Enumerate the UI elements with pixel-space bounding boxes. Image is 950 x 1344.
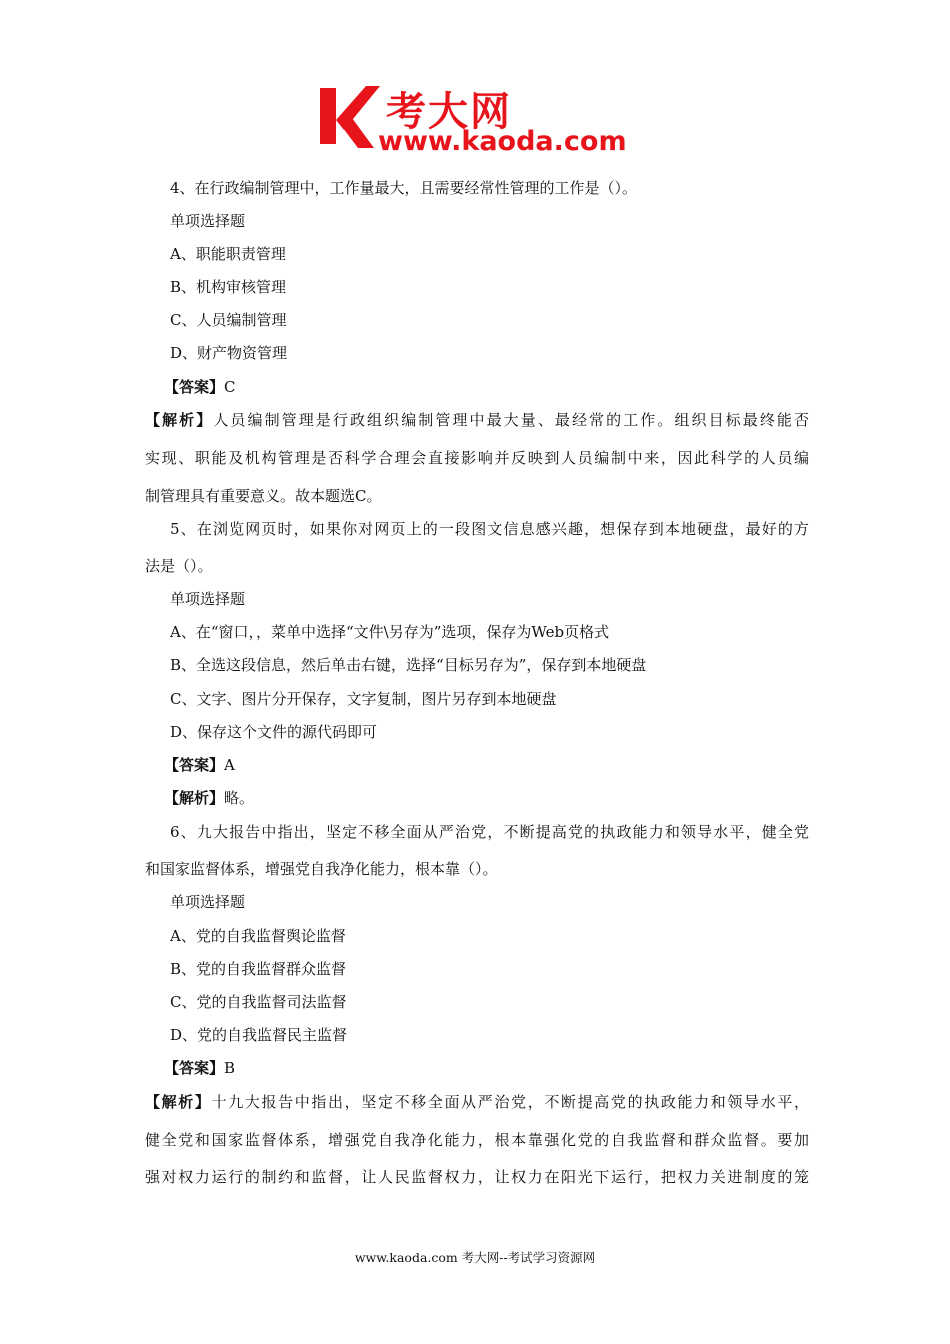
k-logo-icon — [316, 82, 380, 150]
q6-option-a: A、党的自我监督舆论监督 — [170, 927, 346, 945]
q6-option-d: D、党的自我监督民主监督 — [170, 1026, 348, 1044]
q6-stem-line-2: 和国家监督体系，增强党自我净化能力，根本靠（）。 — [145, 860, 498, 878]
kaoda-logo — [316, 82, 638, 158]
q6-option-c: C、党的自我监督司法监督 — [170, 993, 347, 1011]
logo-brand-text: 考大网 — [386, 89, 512, 135]
q4-answer — [164, 377, 236, 397]
q5-type: 单项选择题 — [170, 590, 246, 608]
q6-option-b: B、党的自我监督群众监督 — [170, 960, 347, 978]
answer-value: A — [224, 756, 235, 774]
q5-option-c: C、文字、图片分开保存，文字复制，图片另存到本地硬盘 — [170, 690, 557, 708]
q4-type: 单项选择题 — [170, 212, 246, 230]
answer-value: B — [224, 1059, 236, 1077]
q4-analysis-line-3: 制管理具有重要意义。故本题选C。 — [145, 487, 382, 505]
q6-analysis-line-3: 强对权力运行的制约和监督，让人民监督权力，让权力在阳光下运行，把权力关进制度的笼 — [145, 1168, 809, 1186]
answer-label: 【答案】 — [164, 756, 225, 774]
q4-option-b: B、机构审核管理 — [170, 278, 287, 296]
answer-value: C — [224, 378, 236, 396]
q5-stem-line-1: 5、在浏览网页时，如果你对网页上的一段图文信息感兴趣，想保存到本地硬盘，最好的方 — [170, 520, 809, 538]
q6-analysis-line-1: 【解析】十九大报告中指出，坚定不移全面从严治党，不断提高党的执政能力和领导水平， — [145, 1093, 809, 1111]
answer-label: 【答案】 — [164, 378, 225, 396]
analysis-label: 【解析】 — [145, 411, 214, 429]
q5-option-b: B、全选这段信息，然后单击右键，选择“目标另存为”，保存到本地硬盘 — [170, 656, 647, 674]
q5-stem-line-2: 法是（）。 — [145, 557, 213, 575]
q6-stem-line-1: 6、九大报告中指出，坚定不移全面从严治党，不断提高党的执政能力和领导水平，健全党 — [170, 823, 809, 841]
q4-analysis-line-2: 实现、职能及机构管理是否科学合理会直接影响并反映到人员编制中来，因此科学的人员编 — [145, 449, 809, 467]
q6-answer — [164, 1058, 235, 1078]
q4-option-a: A、职能职责管理 — [170, 245, 286, 263]
analysis-label: 【解析】 — [145, 1093, 212, 1111]
q5-option-a: A、在“窗口，，菜单中选择“文件\另存为”选项，保存为Web页格式 — [170, 623, 610, 641]
q4-analysis-line-1: 【解析】人员编制管理是行政组织编制管理中最大量、最经常的工作。组织目标最终能否 — [145, 411, 809, 429]
q4-option-c: C、人员编制管理 — [170, 311, 287, 329]
q5-analysis: 【解析】略。 — [164, 789, 255, 807]
q6-analysis-line-2: 健全党和国家监督体系，增强党自我净化能力，根本靠强化党的自我监督和群众监督。要加 — [145, 1131, 809, 1149]
answer-label: 【答案】 — [164, 1059, 225, 1077]
q4-option-d: D、财产物资管理 — [170, 344, 288, 362]
analysis-label: 【解析】 — [164, 789, 225, 807]
q5-option-d: D、保存这个文件的源代码即可 — [170, 723, 378, 741]
q4-stem: 4、在行政编制管理中，工作量最大，且需要经常性管理的工作是（）。 — [170, 179, 638, 197]
q6-type: 单项选择题 — [170, 893, 246, 911]
logo-url-text: www.kaoda.com — [378, 126, 627, 157]
q5-answer — [164, 755, 235, 775]
page-footer: www.kaoda.com 考大网--考试学习资源网 — [354, 1250, 596, 1265]
